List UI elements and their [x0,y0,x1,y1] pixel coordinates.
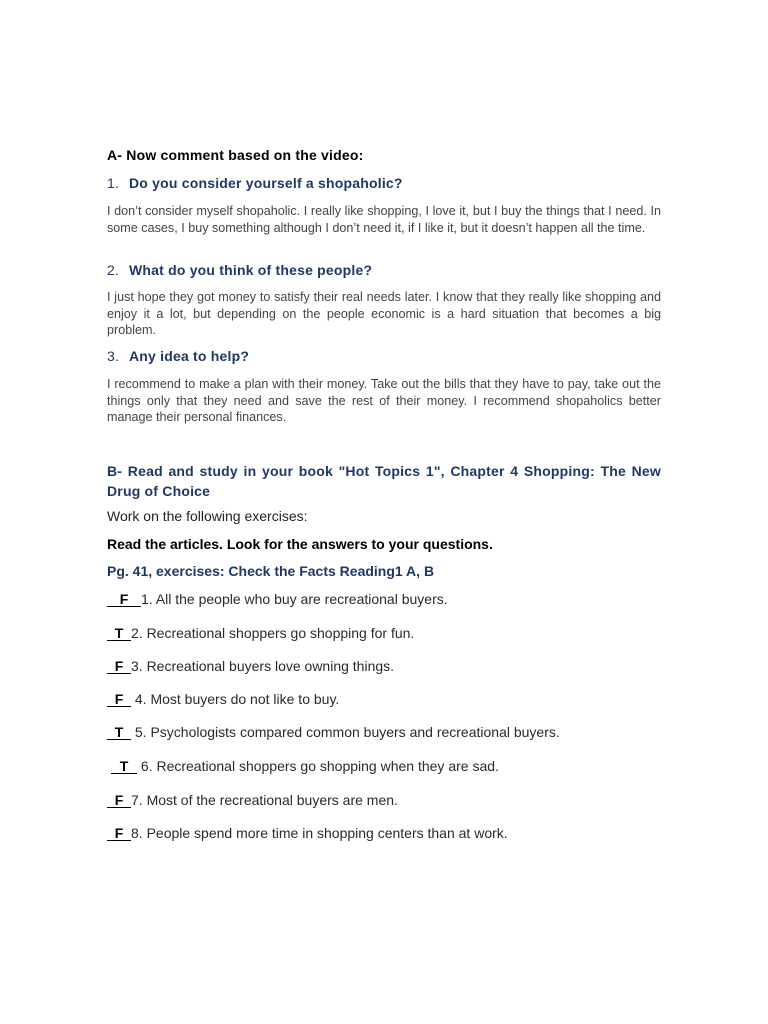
read-instruction: Read the articles. Look for the answers to your questions. [107,536,493,552]
answer-blank: F [107,826,131,841]
page-reference: Pg. 41, exercises: Check the Facts Reading1 A, B [107,563,435,579]
question-2 [107,262,372,278]
work-instruction: Work on the following exercises: [107,508,308,524]
exercise-item [107,691,339,707]
exercise-item [107,724,560,740]
question-3-text: Any idea to help? [129,348,250,364]
answer-blank: T [111,759,137,774]
exercise-text: 7. Most of the recreational buyers are men. [131,792,398,808]
question-3-number: 3. [107,348,120,364]
answer-blank: F [107,793,131,808]
answer-1: I don’t consider myself shopaholic. I really like shopping, I love it, but I buy the things that I need. In some cases, I buy something although I don’t need it, if I like it, but it doesn’t happen all the time. [107,204,661,235]
exercise-item [107,792,398,808]
exercise-item [107,658,394,674]
exercise-item [107,625,414,641]
answer-blank: F [107,692,131,707]
exercise-text: 5. Psychologists compared common buyers and recreational buyers. [131,724,560,740]
question-1-number: 1. [107,175,120,191]
answer-2: I just hope they got money to satisfy their real needs later. I know that they really like shopping and enjoy it a lot, but depending on the people economic is a hard situation that becomes a big problem. [107,290,661,337]
section-a-title: A- Now comment based on the video: [107,147,364,163]
exercise-text: 1. All the people who buy are recreational buyers. [141,591,448,607]
exercise-item [107,591,448,607]
answer-blank: F [107,659,131,674]
answer-blank: T [107,626,131,641]
exercise-text: 4. Most buyers do not like to buy. [131,691,340,707]
exercise-text: 3. Recreational buyers love owning things. [131,658,395,674]
answer-blank: F [107,592,141,607]
question-1 [107,175,403,191]
question-3 [107,348,249,364]
answer-blank: T [107,725,131,740]
question-1-text: Do you consider yourself a shopaholic? [129,175,403,191]
section-b-title: B- Read and study in your book "Hot Topics 1", Chapter 4 Shopping: The New Drug of Choice [107,463,661,499]
question-2-number: 2. [107,262,120,278]
answer-3: I recommend to make a plan with their money. Take out the bills that they have to pay, take out the things only that they need and save the rest of their money. I recommend shopaholics better manage their personal finances. [107,377,661,424]
exercise-item [111,758,499,774]
exercise-text: 8. People spend more time in shopping centers than at work. [131,825,508,841]
exercise-text: 2. Recreational shoppers go shopping for fun. [131,625,415,641]
question-2-text: What do you think of these people? [129,262,373,278]
exercise-text: 6. Recreational shoppers go shopping when they are sad. [137,758,499,774]
exercise-item [107,825,508,841]
